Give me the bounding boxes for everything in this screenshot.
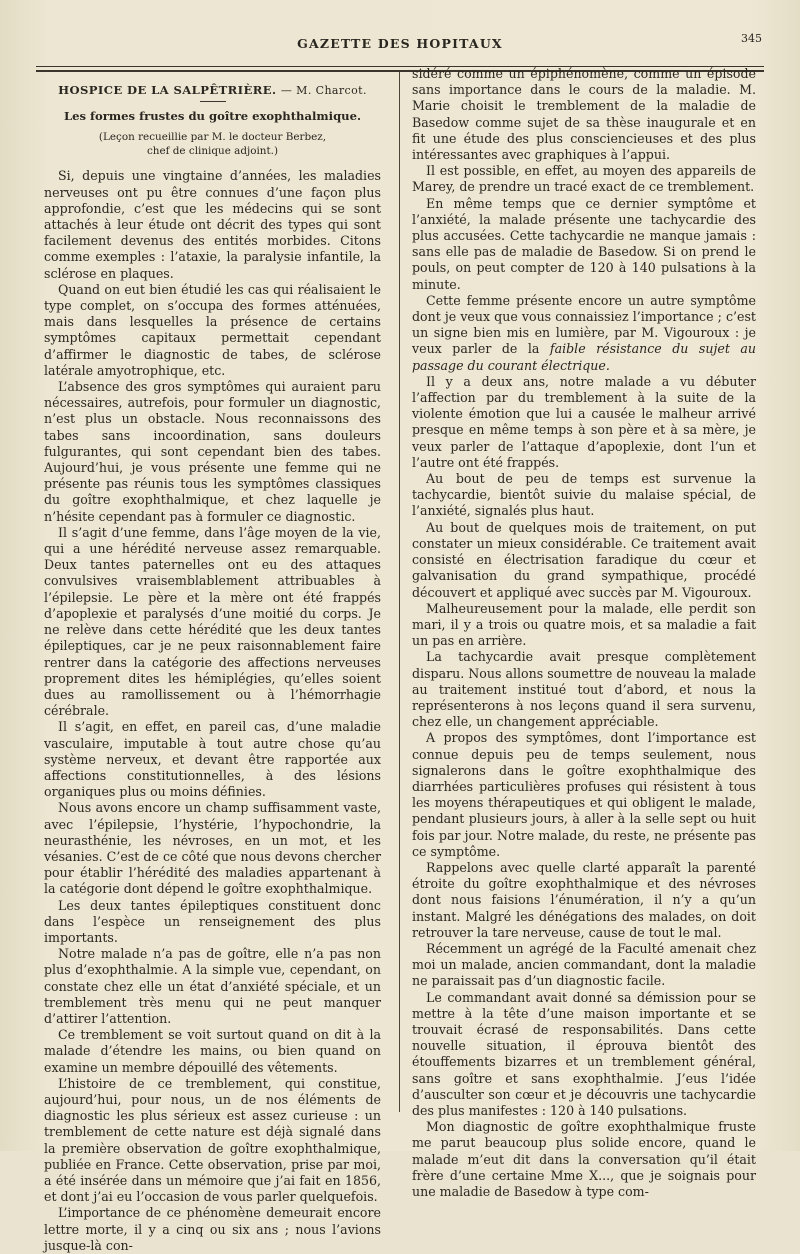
article-title: Les formes frustes du goître exophthalmique. (63, 109, 362, 124)
paragraph: L’absence des gros symptômes qui auraient paru nécessaires, autrefois, pour formuler un diagnostic, n’est plus un obstacle. Nous reconnaissons des tabes sans incoordination, sans douleurs fulgurantes, qui sont cependant bien des tabes. Aujourd’hui, je vous présente une femme qui ne présente pas réunis tous les symptômes classiques du goître exophthalmique, et chez laquelle je n’hésite cependant pas à formuler ce diagnostic. (44, 379, 381, 524)
paragraph: Nous avons encore un champ suffisamment vaste, avec l’épilepsie, l’hystérie, l’hypochondrie, la neurasthénie, les névroses, en un mot, et les vésanies. C’est de ce côté que nous devons chercher pour établir l’hérédité des maladies appartenant à la catégorie dont dépend le goître exophthalmique. (44, 800, 381, 897)
paragraph: Il est possible, en effet, au moyen des appareils de Marey, de prendre un tracé exact de ce tremblement. (412, 163, 756, 195)
byline-line-2: chef de clinique adjoint.) (146, 145, 279, 158)
heading-rule (200, 101, 226, 102)
paragraph: Il s’agit d’une femme, dans l’âge moyen de la vie, qui a une hérédité nerveuse assez remarquable. Deux tantes paternelles ont eu des attaques convulsives vraisemblablement attribuables à l’épilepsie. Le père et la mère ont été frappés d’apoplexie et paralysés d’une moitié du corps. Je ne relève dans cette hérédité que les deux tantes épileptiques, car je ne peux raisonnablement faire rentrer dans la catégorie des affections nerveuses proprement dites les hémiplégies, qu’elles soient dues au ramollissement ou à l’hémorrhagie cérébrale. (44, 524, 381, 719)
paragraph-text: Cette femme présente encore un autre symptôme dont je veux que vous connaissiez l’importance ; c’est un signe bien mis en lumière, par M. Vigouroux : je veux parler de la (412, 292, 756, 357)
hospital-name: HOSPICE DE LA SALPÊTRIÈRE. (58, 83, 277, 97)
paragraph: L’importance de ce phénomène demeurait encore lettre morte, il y a cinq ou six ans ; nous l’avions jusque-là con- (44, 1205, 381, 1253)
column-divider (399, 72, 400, 1112)
journal-title: GAZETTE DES HOPITAUX (297, 36, 503, 51)
paragraph: Au bout de quelques mois de traitement, on put constater un mieux considérable. Ce traitement avait consisté en électrisation faradique du cœur et galvanisation du grand sympathique, procédé découvert et appliqué avec succès par M. Vigouroux. (412, 519, 756, 600)
paragraph: Au bout de peu de temps est survenue la tachycardie, bientôt suivie du malaise spécial, de l’anxiété, signalés plus haut. (412, 471, 756, 519)
paragraph: Les deux tantes épileptiques constituent donc dans l’espèce un renseignement des plus importants. (44, 897, 381, 945)
right-column (412, 66, 756, 1200)
paragraph: Il s’agit, en effet, en pareil cas, d’une maladie vasculaire, imputable à tout autre chose qu’au système nerveux, et devant être rapportée aux affections constitutionnelles, à des lésions organiques plus ou moins définies. (44, 719, 381, 800)
paragraph: Mon diagnostic de goître exophthalmique fruste me parut beaucoup plus solide encore, quand le malade m’eut dit dans la conversation qu’il était frère d’une certaine Mme X..., que je soignais pour une maladie de Basedow à type com- (412, 1119, 756, 1200)
italic-phrase: faible résistance du sujet au passage du courant électrique. (412, 341, 757, 373)
running-head (0, 30, 800, 54)
paragraph: Récemment un agrégé de la Faculté amenait chez moi un malade, ancien commandant, dont la maladie ne paraissait pas d’un diagnostic facile. (412, 940, 756, 989)
paragraph: Quand on eut bien étudié les cas qui réalisaient le type complet, on s’occupa des formes atténuées, mais dans lesquelles la présence de certains symptômes capitaux permettait cependant d’affirmer le diagnostic de tabes, de sclérose latérale amyotrophique, etc. (44, 281, 381, 378)
left-column (44, 76, 381, 1254)
author-name: — M. Charcot. (280, 84, 367, 97)
byline (44, 130, 381, 158)
paragraph: Le commandant avait donné sa démission pour se mettre à la tête d’une maison importante et se trouvait écrasé de responsabilités. Dans cette nouvelle situation, il éprouva bientôt des étouffements bizarres et un tremblement général, sans goître et sans exophthalmie. J’eus l’idée d’ausculter son cœur et je découvris une tachycardie des plus manifestes : 120 à 140 pulsations. (412, 989, 756, 1118)
paragraph: Malheureusement pour la malade, elle perdit son mari, il y a trois ou quatre mois, et sa maladie a fait un pas en arrière. (412, 600, 756, 649)
paragraph: Rappelons avec quelle clarté apparaît la parenté étroite du goître exophthalmique et des névroses dont nous faisions l’énumération, il n’y a qu’un instant. Malgré les dénégations des malades, on doit retrouver la tare nerveuse, cause de tout le mal. (412, 859, 756, 940)
paragraph: Si, depuis une vingtaine d’années, les maladies nerveuses ont pu être connues d’une façon plus approfondie, c’est que les médecins qui se sont attachés à leur étude ont décrit des types qui sont facilement devenus des entités morbides. Citons comme exemples : l’ataxie, la paralysie infantile, la sclérose en plaques. (44, 168, 381, 281)
paragraph: La tachycardie avait presque complètement disparu. Nous allons soumettre de nouveau la malade au traitement institué tout d’abord, et nous la représenterons à nos leçons quand il sera survenu, chez elle, un changement appréciable. (412, 649, 756, 730)
paragraph: En même temps que ce dernier symptôme et l’anxiété, la malade présente une tachycardie des plus accusées. Cette tachycardie ne manque jamais : sans elle pas de maladie de Basedow. Si on prend le pouls, on peut compter de 120 à 140 pulsations à la minute. (412, 195, 756, 292)
paragraph: Notre malade n’a pas de goître, elle n’a pas non plus d’exophthalmie. A la simple vue, cependant, on constate chez elle un état d’anxiété spéciale, et un tremblement très menu qui ne peut manquer d’attirer l’attention. (44, 946, 381, 1026)
paragraph: L’histoire de ce tremblement, qui constitue, aujourd’hui, pour nous, un de nos éléments de diagnostic les plus sérieux est assez curieuse : un tremblement de cette nature est déjà signalé dans la première observation de goître exophthalmique, publiée en France. Cette observation, prise par moi, a été insérée dans un mémoire que j’ai fait en 1856, et dont j’ai eu l’occasion de vous parler quelquefois. (44, 1075, 381, 1205)
paragraph-continued: sidéré comme un épiphénomène, comme un épisode sans importance dans le cours de la maladie. M. Marie choisit le tremblement de la maladie de Basedow comme sujet de sa thèse inaugurale et en fit une étude des plus consciencieuses et des plus intéressantes avec graphiques à l’appui. (412, 66, 756, 163)
paragraph (412, 293, 756, 374)
paragraph: Il y a deux ans, notre malade a vu débuter l’affection par du tremblement à la suite de la violente émotion que lui a causée le malheur arrivé presque en même temps à son père et à sa mère, je veux parler de l’attaque d’apoplexie, dont l’un et l’autre ont été frappés. (412, 373, 756, 470)
paragraph: A propos des symptômes, dont l’importance est connue depuis peu de temps seulement, nous signalerons dans le goître exophthalmique des diarrhées particulières profuses qui résistent à tous les moyens thérapeutiques et qui obligent le malade, pendant plusieurs jours, à aller à la selle sept ou huit fois par jour. Notre malade, du reste, ne présente pas ce symptôme. (412, 730, 756, 859)
byline-line-1: (Leçon recueillie par M. le docteur Berbez, (98, 131, 327, 144)
article-heading (44, 82, 381, 99)
paragraph: Ce tremblement se voit surtout quand on dit à la malade d’étendre les mains, ou bien quand on examine un membre dépouillé des vêtements. (44, 1027, 381, 1075)
page-number: 345 (741, 32, 762, 45)
